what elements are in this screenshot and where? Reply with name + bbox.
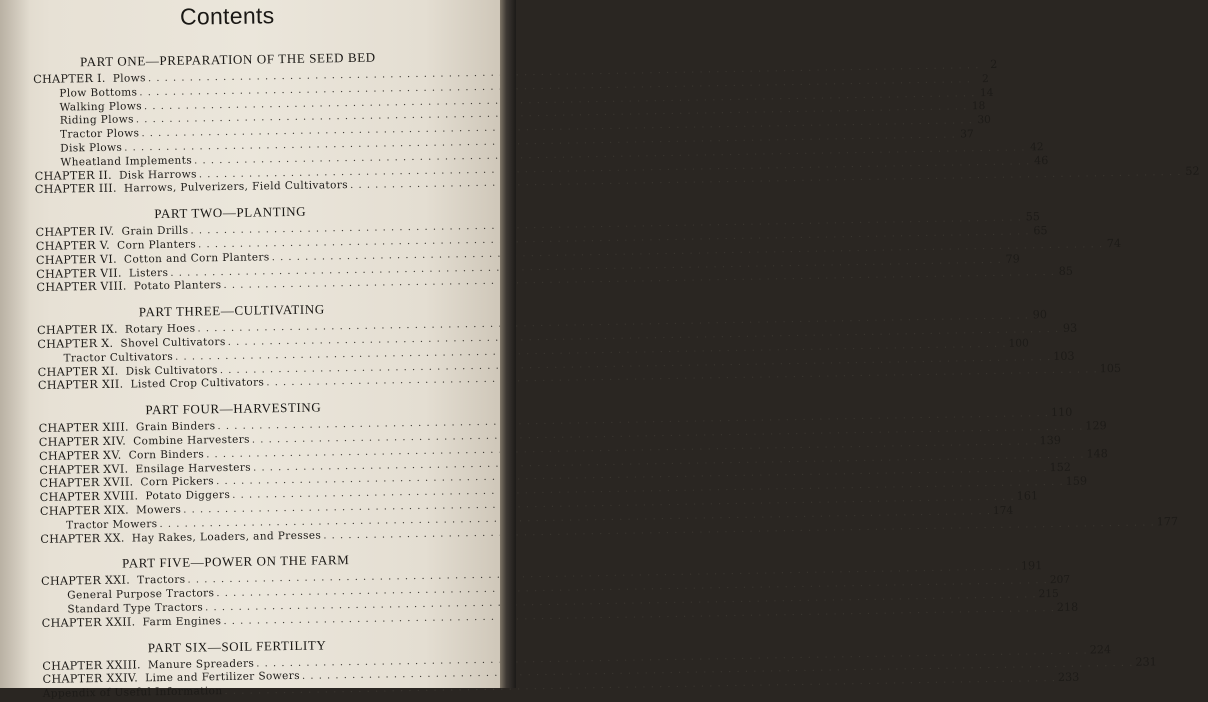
chapter-number: CHAPTER XVI. xyxy=(39,462,129,477)
page-number: 207 xyxy=(1049,573,1071,587)
entry-title: Wheatland Implements xyxy=(60,154,193,169)
part-heading: PART SIX—SOIL FERTILITY xyxy=(147,636,327,655)
page-number: 231 xyxy=(1135,655,1157,670)
part-heading: PART THREE—CULTIVATING xyxy=(138,301,325,320)
chapter-number: CHAPTER X. xyxy=(37,336,114,351)
entry-title: Potato Diggers xyxy=(145,489,231,503)
chapter-number: CHAPTER XIX. xyxy=(39,503,130,518)
page-number: 224 xyxy=(1089,642,1112,656)
page-number: 93 xyxy=(1062,321,1078,335)
page-number: 79 xyxy=(1005,252,1020,266)
part-heading: PART ONE—PREPARATION OF THE SEED BED xyxy=(79,49,376,70)
chapter-number: CHAPTER XXIII. xyxy=(42,657,141,673)
page-number: 90 xyxy=(1032,308,1048,322)
page-number: 103 xyxy=(1053,349,1075,363)
entry-title: Appendix of Useful Information xyxy=(42,685,223,701)
part-heading: PART FOUR—HARVESTING xyxy=(145,399,322,418)
page-number: 18 xyxy=(971,100,986,113)
page-number: 105 xyxy=(1099,362,1122,376)
chapter-number: CHAPTER XIII. xyxy=(38,420,129,436)
entry-title: Grain Binders xyxy=(135,420,216,434)
entry-title: Listers xyxy=(128,266,169,280)
chapter-number: CHAPTER XV. xyxy=(38,448,122,463)
chapter-number: CHAPTER VIII. xyxy=(36,279,127,295)
page-number: 42 xyxy=(1029,140,1044,154)
entry-title: General Purpose Tractors xyxy=(67,587,215,602)
chapter-number: CHAPTER XXI. xyxy=(40,573,131,589)
page-number: 110 xyxy=(1050,405,1073,420)
entry-title: Rotary Hoes xyxy=(124,322,196,336)
page-number: 2 xyxy=(990,57,998,71)
page-number: 55 xyxy=(1025,210,1041,224)
chapter-number: CHAPTER VII. xyxy=(36,266,122,281)
chapter-number: CHAPTER IX. xyxy=(36,322,118,338)
page-number: 52 xyxy=(1185,165,1200,179)
entry-title: Standard Type Tractors xyxy=(67,601,204,616)
page-number: 152 xyxy=(1049,461,1071,475)
page-number: 177 xyxy=(1156,514,1179,528)
chapter-number: CHAPTER XX. xyxy=(40,531,125,546)
entry-title: Tractors xyxy=(137,573,186,587)
page-number: 218 xyxy=(1056,600,1079,614)
page-title: Contents xyxy=(179,2,275,30)
entry-title: Plows xyxy=(112,72,147,85)
page-number: 74 xyxy=(1106,236,1122,250)
chapter-number: CHAPTER XI. xyxy=(37,364,119,379)
page-number: 65 xyxy=(1033,224,1048,238)
page-number: 85 xyxy=(1058,265,1074,279)
page-number: 233 xyxy=(1057,670,1080,685)
page-number: 2 xyxy=(982,72,989,85)
entry-title: Tractor Cultivators xyxy=(63,350,174,365)
chapter-number: CHAPTER XII. xyxy=(37,377,124,393)
entry-title: Walking Plows xyxy=(59,99,143,114)
entry-title: Corn Pickers xyxy=(140,475,215,489)
entry-title: Tractor Mowers xyxy=(66,517,158,532)
spine-shadow xyxy=(0,0,30,688)
page-number: 129 xyxy=(1085,419,1107,433)
entry-title: Disk Harrows xyxy=(118,168,197,182)
chapter-number: CHAPTER XXIV. xyxy=(42,671,139,687)
page-number: 30 xyxy=(977,114,991,127)
entry-title: Harrows, Pulverizers, Field Cultivators xyxy=(123,179,349,195)
chapter-number: CHAPTER XVII. xyxy=(39,475,134,491)
entry-title: Plow Bottoms xyxy=(59,86,138,100)
entry-title: Ensilage Harvesters xyxy=(135,461,252,475)
table-of-contents xyxy=(32,0,1200,702)
page-number: 14 xyxy=(979,86,994,99)
page-number: 159 xyxy=(1065,474,1088,488)
chapter-number: CHAPTER IV. xyxy=(35,224,115,240)
chapter-number: CHAPTER V. xyxy=(35,238,111,253)
page-number: 191 xyxy=(1020,559,1043,573)
entry-title: Shovel Cultivators xyxy=(120,335,226,350)
entry-title: Potato Planters xyxy=(133,279,222,293)
entry-title: Disk Plows xyxy=(60,141,123,155)
chapter-number: CHAPTER XVIII. xyxy=(39,489,139,505)
entry-title: Corn Planters xyxy=(117,238,197,252)
entry-title: Grain Drills xyxy=(121,224,189,238)
page-number: 161 xyxy=(1016,489,1039,503)
page-number: 46 xyxy=(1033,153,1049,167)
entry-title: Mowers xyxy=(136,503,182,517)
page-number: 215 xyxy=(1038,587,1059,601)
entry-title: Hay Rakes, Loaders, and Presses xyxy=(131,529,322,545)
page-number: 100 xyxy=(1008,337,1029,350)
entry-title: Disk Cultivators xyxy=(125,363,218,378)
parts-container xyxy=(33,49,1200,702)
page-number: 37 xyxy=(960,128,974,141)
page-edge-shadow xyxy=(500,0,516,688)
entry-title: Cotton and Corn Planters xyxy=(123,251,270,266)
entry-title: Corn Binders xyxy=(128,448,205,462)
chapter-number: CHAPTER VI. xyxy=(35,252,117,267)
chapter-number: CHAPTER III. xyxy=(34,182,117,197)
chapter-number: CHAPTER XIV. xyxy=(38,434,127,449)
chapter-number: CHAPTER XXII. xyxy=(41,615,136,630)
chapter-number: CHAPTER II. xyxy=(34,168,112,183)
entry-title: Combine Harvesters xyxy=(133,433,250,448)
entry-title: Lime and Fertilizer Sowers xyxy=(145,670,301,685)
entry-title: Riding Plows xyxy=(59,113,134,127)
part-heading: PART FIVE—POWER ON THE FARM xyxy=(121,552,350,571)
entry-title: Listed Crop Cultivators xyxy=(130,376,265,391)
chapter-number: CHAPTER I. xyxy=(33,71,106,86)
part-heading: PART TWO—PLANTING xyxy=(154,203,307,222)
page-number: 174 xyxy=(992,504,1014,517)
entry-title: Farm Engines xyxy=(142,614,222,629)
page-number: 148 xyxy=(1086,446,1108,461)
page-number: 139 xyxy=(1039,433,1062,447)
entry-title: Tractor Plows xyxy=(59,127,140,141)
entry-title: Manure Spreaders xyxy=(147,657,255,671)
